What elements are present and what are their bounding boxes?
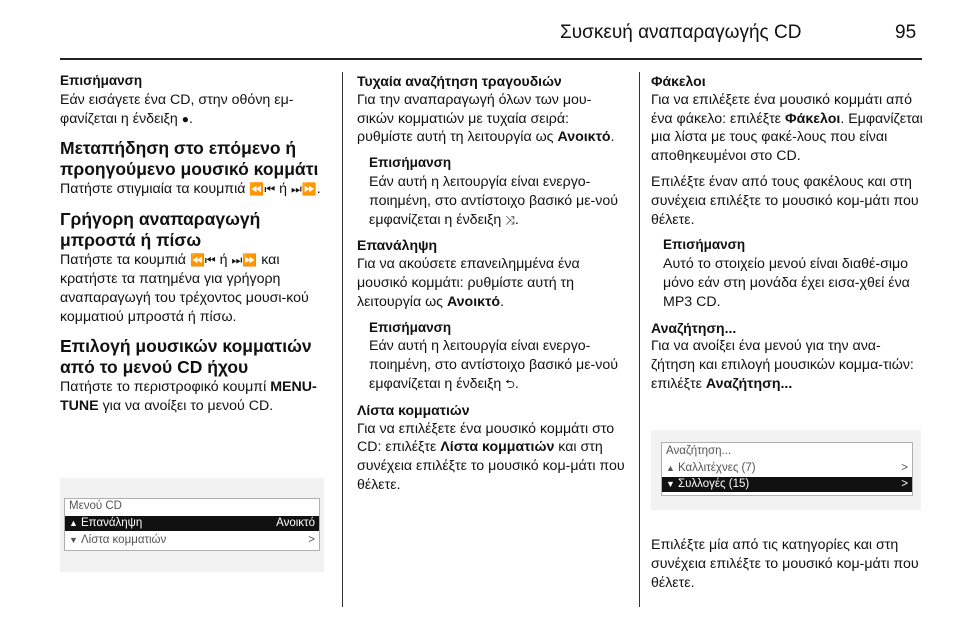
section-text: Επιλέξτε έναν από τους φακέλους και στη συνέχεια επιλέξτε το μουσικό κομ-μάτι που θέλετε. bbox=[651, 173, 919, 228]
section-text: Για την αναπαραγωγή όλων των μου-σικών κομματιών με τυχαία σειρά: ρυθμίστε αυτή τη λειτουργία ως Ανοικτό. bbox=[357, 91, 615, 146]
section-title-repeat: Επανάληψη bbox=[357, 237, 438, 254]
note-text: Εάν εισάγετε ένα CD, στην οθόνη εμ-φανίζεται η ένδειξη ●. bbox=[60, 91, 294, 127]
section-title-folders: Φάκελοι bbox=[651, 73, 706, 89]
note-text: Αυτό το στοιχείο μενού είναι διαθέ-σιμο μόνο εάν στη μονάδα έχει εισα-χθεί ένα MP3 CD. bbox=[663, 256, 910, 310]
note-block bbox=[357, 154, 625, 229]
note-heading: Επισήμανση bbox=[60, 73, 143, 88]
menu-tune-button-label: MENU-TUNE bbox=[60, 379, 317, 415]
chevron-right-icon: > bbox=[308, 534, 315, 546]
cd-menu-screenshot bbox=[60, 478, 324, 572]
column-2 bbox=[357, 72, 625, 495]
scroll-down-icon: ▼ bbox=[666, 479, 675, 489]
section-title-next-previous: Μεταπήδηση στο επόμενο ή προηγούμενο μουσικό κομμάτι bbox=[60, 138, 319, 180]
page-title: Συσκευή αναπαραγωγής CD bbox=[560, 22, 802, 43]
menu-item-artists[interactable]: ▲ Καλλιτέχνες (7) > bbox=[666, 462, 908, 474]
section-text: Πατήστε το περιστροφικό κουμπί MENU-TUNE για να ανοίξει το μενού CD. bbox=[60, 379, 317, 415]
section-title-search: Αναζήτηση... bbox=[651, 319, 737, 336]
section-text: Για να επιλέξετε ένα μουσικό κομμάτι από ένα φάκελο: επιλέξτε Φάκελοι. Εμφανίζεται μια λίστα με τους φακέ-λους που είναι αποθηκευμένοι στο CD. bbox=[651, 91, 923, 165]
menu-item-repeat[interactable]: ▲ Επανάληψη Ανοικτό bbox=[65, 516, 319, 531]
section-title-track-selection: Επιλογή μουσικών κομματιών από το μενού CD ήχου bbox=[60, 336, 312, 378]
section-title-track-list: Λίστα κομματιών bbox=[357, 401, 470, 418]
note-text: Εάν αυτή η λειτουργία είναι ενεργο-ποιημένη, στο αντίστοιχο βασικό με-νού εμφανίζεται η ένδειξη ⮌. bbox=[369, 338, 619, 392]
menu-item-albums[interactable]: ▼ Συλλογές (15) > bbox=[662, 477, 912, 492]
shuffle-icon: ⤨ bbox=[505, 212, 515, 227]
column-divider bbox=[342, 72, 343, 607]
section-text: Πατήστε τα κουμπιά ⏪⏮ ή ⏭⏩ και κρατήστε τα πατημένα για γρήγορη αναπαραγωγή του τρέχοντος μουσι-κού κομματιού μπροστά ή πίσω. bbox=[60, 252, 309, 325]
previous-track-icon: ⏪⏮ bbox=[249, 182, 276, 197]
page-number: 95 bbox=[895, 22, 917, 43]
scroll-up-icon: ▲ bbox=[666, 463, 675, 473]
section-title-shuffle: Τυχαία αναζήτηση τραγουδιών bbox=[357, 73, 562, 89]
section-text: Πατήστε στιγμιαία τα κουμπιά ⏪⏮ ή ⏭⏩. bbox=[60, 181, 321, 198]
scroll-up-icon: ▲ bbox=[69, 518, 78, 528]
cd-indicator-icon: ● bbox=[181, 111, 189, 126]
note-heading: Επισήμανση bbox=[369, 319, 452, 335]
display-panel bbox=[661, 442, 913, 496]
search-menu-screenshot bbox=[651, 430, 921, 510]
after-screen-text-block bbox=[651, 536, 923, 592]
next-track-icon: ⏭⏩ bbox=[290, 182, 317, 197]
column-divider bbox=[639, 72, 640, 607]
chevron-right-icon: > bbox=[901, 478, 908, 490]
screen-title: Μενού CD bbox=[69, 500, 122, 512]
display-panel bbox=[64, 498, 320, 551]
chevron-right-icon: > bbox=[901, 462, 908, 474]
fast-forward-icon: ⏭⏩ bbox=[231, 253, 258, 268]
scroll-down-icon: ▼ bbox=[69, 535, 78, 545]
section-text: Για να ανοίξει ένα μενού για την ανα-ζήτηση και επιλογή μουσικών κομμα-τιών: επιλέξτε Αναζήτηση... bbox=[651, 338, 914, 392]
section-text: Για να ακούσετε επανειλημμένα ένα μουσικό κομμάτι: ρυθμίστε αυτή τη λειτουργία ως Ανοικτό. bbox=[357, 256, 580, 310]
section-title-fast-play: Γρήγορη αναπαραγωγή μπροστά ή πίσω bbox=[60, 209, 261, 251]
section-text: Για να επιλέξετε ένα μουσικό κομμάτι στο CD: επιλέξτε Λίστα κομματιών και στη συνέχεια επιλέξτε το μουσικό κομ-μάτι που θέλετε. bbox=[357, 420, 625, 493]
section-text: Επιλέξτε μία από τις κατηγορίες και στη συνέχεια επιλέξτε το μουσικό κομ-μάτι που θέλετε. bbox=[651, 537, 919, 591]
note-block bbox=[651, 236, 923, 311]
repeat-icon: ⮌ bbox=[505, 376, 515, 391]
note-block bbox=[357, 319, 625, 394]
rewind-icon: ⏪⏮ bbox=[189, 253, 216, 268]
note-heading: Επισήμανση bbox=[369, 155, 452, 171]
menu-item-track-list[interactable]: ▼ Λίστα κομματιών > bbox=[69, 534, 315, 546]
note-text: Εάν αυτή η λειτουργία είναι ενεργο-ποιημένη, στο αντίστοιχο βασικό με-νού εμφανίζεται η ένδειξη ⤨. bbox=[369, 173, 619, 228]
note-heading: Επισήμανση bbox=[663, 237, 746, 253]
header-rule bbox=[60, 58, 922, 60]
column-1 bbox=[60, 72, 330, 416]
screen-title: Αναζήτηση... bbox=[666, 445, 732, 457]
column-3 bbox=[651, 72, 923, 394]
menu-item-value: Ανοικτό bbox=[276, 517, 315, 529]
